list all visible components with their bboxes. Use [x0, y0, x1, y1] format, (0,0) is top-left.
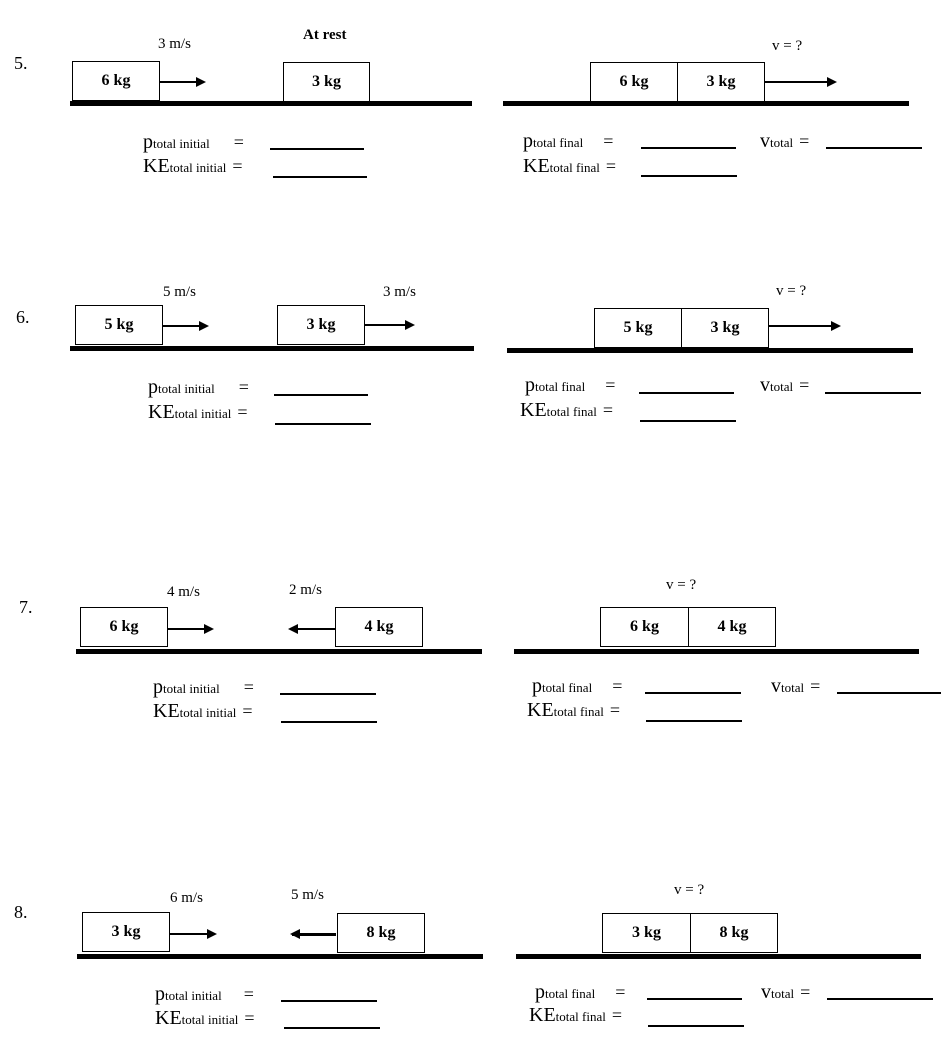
problem-number: 5. — [14, 53, 28, 73]
final-block-2: 4 kg — [688, 607, 776, 647]
answer-blank[interactable] — [837, 692, 941, 694]
answer-blank[interactable] — [647, 998, 742, 1000]
answer-blank[interactable] — [280, 693, 376, 695]
ke-total-final-label: KEtotal final = — [523, 155, 617, 177]
final-velocity-label: v = ? — [666, 577, 697, 593]
block-1: 6 kg — [80, 607, 168, 647]
velocity-arrow-right — [160, 81, 204, 83]
final-block-2: 8 kg — [690, 913, 778, 953]
velocity-arrow-right — [365, 324, 413, 326]
speed-label-block2: 3 m/s — [383, 284, 416, 300]
speed-label-block1: 6 m/s — [170, 890, 203, 906]
velocity-arrow-right — [769, 325, 839, 327]
answer-blank[interactable] — [645, 692, 741, 694]
answer-blank[interactable] — [639, 392, 734, 394]
block-1: 3 kg — [82, 912, 170, 952]
ground-line — [77, 954, 483, 959]
answer-blank[interactable] — [648, 1025, 744, 1027]
problem-number: 6. — [16, 307, 30, 327]
v-total-label: vtotal = — [771, 675, 821, 697]
ke-total-initial-label: KEtotal initial = — [153, 700, 253, 722]
answer-blank[interactable] — [641, 147, 736, 149]
block-2: 3 kg — [283, 62, 370, 102]
block-1: 6 kg — [72, 61, 160, 101]
final-block-1: 6 kg — [590, 62, 678, 102]
velocity-arrow-right — [170, 933, 215, 935]
speed-label-block1: 3 m/s — [158, 36, 191, 52]
problem-number: 7. — [19, 597, 33, 617]
final-block-1: 3 kg — [602, 913, 691, 953]
final-block-2: 3 kg — [681, 308, 769, 348]
ke-total-initial-label: KEtotal initial = — [143, 155, 243, 177]
answer-blank[interactable] — [273, 176, 367, 178]
p-total-initial-label: ptotal initial = — [148, 376, 249, 398]
ground-line — [503, 101, 909, 106]
velocity-arrow-right — [163, 325, 207, 327]
answer-blank[interactable] — [827, 998, 933, 1000]
problem-number: 8. — [14, 902, 28, 922]
ground-line — [70, 346, 474, 351]
ground-line — [76, 649, 482, 654]
p-total-initial-label: ptotal initial = — [143, 131, 244, 153]
ground-line — [507, 348, 913, 353]
p-total-final-label: ptotal final = — [532, 675, 623, 697]
final-block-1: 5 kg — [594, 308, 682, 348]
speed-label-block2: 5 m/s — [291, 887, 324, 903]
answer-blank[interactable] — [284, 1027, 380, 1029]
answer-blank[interactable] — [646, 720, 742, 722]
ke-total-final-label: KEtotal final = — [520, 399, 614, 421]
p-total-initial-label: ptotal initial = — [153, 676, 254, 698]
final-block-2: 3 kg — [677, 62, 765, 102]
ke-total-final-label: KEtotal final = — [527, 699, 621, 721]
v-total-label: vtotal = — [760, 130, 810, 152]
velocity-arrow-right — [168, 628, 212, 630]
answer-blank[interactable] — [825, 392, 921, 394]
answer-blank[interactable] — [270, 148, 364, 150]
answer-blank[interactable] — [641, 175, 737, 177]
answer-blank[interactable] — [281, 721, 377, 723]
speed-label-block1: 5 m/s — [163, 284, 196, 300]
v-total-label: vtotal = — [761, 981, 811, 1003]
final-block-1: 6 kg — [600, 607, 689, 647]
velocity-arrow-right — [765, 81, 835, 83]
p-total-final-label: ptotal final = — [525, 374, 616, 396]
final-velocity-label: v = ? — [772, 38, 803, 54]
ke-total-initial-label: KEtotal initial = — [155, 1007, 255, 1029]
answer-blank[interactable] — [826, 147, 922, 149]
ground-line — [70, 101, 472, 106]
ground-line — [514, 649, 919, 654]
block-1: 5 kg — [75, 305, 163, 345]
speed-label-block1: 4 m/s — [167, 584, 200, 600]
v-total-label: vtotal = — [760, 374, 810, 396]
ke-total-initial-label: KEtotal initial = — [148, 401, 248, 423]
answer-blank[interactable] — [274, 394, 368, 396]
block-2: 8 kg — [337, 913, 425, 953]
velocity-arrow-left — [290, 628, 335, 630]
final-velocity-label: v = ? — [674, 882, 705, 898]
p-total-final-label: ptotal final = — [535, 981, 626, 1003]
ground-line — [516, 954, 921, 959]
answer-blank[interactable] — [640, 420, 736, 422]
speed-label-block2: At rest — [303, 27, 347, 43]
ke-total-final-label: KEtotal final = — [529, 1004, 623, 1026]
block-2: 3 kg — [277, 305, 365, 345]
answer-blank[interactable] — [281, 1000, 377, 1002]
block-2: 4 kg — [335, 607, 423, 647]
answer-blank[interactable] — [275, 423, 371, 425]
velocity-arrow-left — [292, 933, 336, 936]
p-total-final-label: ptotal final = — [523, 130, 614, 152]
final-velocity-label: v = ? — [776, 283, 807, 299]
speed-label-block2: 2 m/s — [289, 582, 322, 598]
p-total-initial-label: ptotal initial = — [155, 983, 254, 1005]
